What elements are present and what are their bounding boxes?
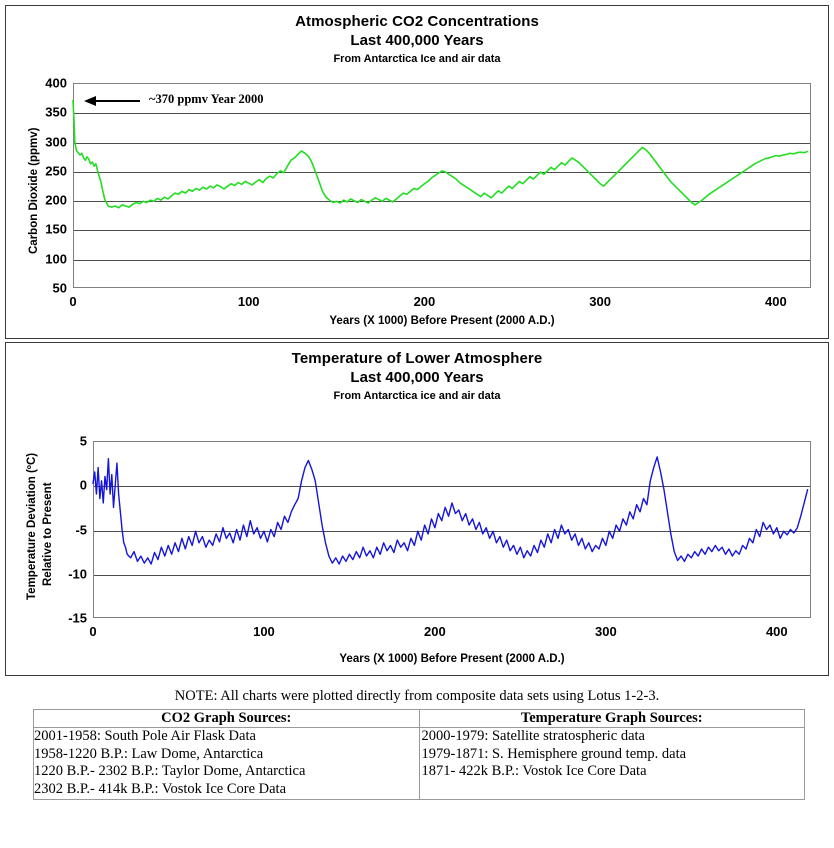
source-line: 1979-1871: S. Hemisphere ground temp. data — [421, 745, 687, 762]
left-arrow-icon — [84, 93, 144, 109]
co2-y-axis-label: Carbon Dioxide (ppmv) — [28, 127, 40, 254]
source-line: 2000-1979: Satellite stratospheric data — [421, 728, 645, 744]
x-tick-label: 100 — [237, 294, 260, 309]
temp-chart-title: Temperature of Lower Atmosphere — [291, 350, 543, 367]
x-tick-label: 300 — [594, 624, 617, 639]
x-tick-label: 400 — [764, 294, 787, 309]
y-tick-label: 5 — [79, 433, 87, 449]
source-line: 1871- 422k B.P.: Vostok Ice Core Data — [421, 763, 647, 780]
series-path — [73, 101, 807, 208]
x-tick-label: 100 — [253, 624, 275, 639]
sources-table — [33, 709, 805, 800]
source-line: 1220 B.P.- 2302 B.P.: Taylor Dome, Antarctica — [34, 763, 306, 780]
temperature-series-line — [93, 441, 811, 618]
x-tick-label: 200 — [424, 624, 446, 639]
co2-chart-subtitle: Last 400,000 Years — [350, 32, 484, 49]
y-tick-label: -10 — [68, 566, 87, 582]
co2-chart-title: Atmospheric CO2 Concentrations — [295, 13, 539, 30]
y-tick-label: -5 — [75, 522, 87, 537]
temperature-x-axis-label: Years (X 1000) Before Present (2000 A.D.) — [339, 653, 565, 665]
y-tick-label: 100 — [45, 251, 67, 267]
y-tick-label: 300 — [45, 134, 67, 150]
temp-title-block — [6, 343, 828, 402]
temperature-y-axis-label-line2: Relative to Present — [42, 482, 54, 586]
source-line: 2001-1958: South Pole Air Flask Data — [34, 728, 256, 744]
series-path — [93, 457, 808, 564]
y-tick-label: 50 — [52, 280, 67, 296]
x-tick-label: 300 — [589, 294, 611, 309]
co2-x-axis-label: Years (X 1000) Before Present (2000 A.D.) — [329, 315, 555, 327]
x-tick-label: 400 — [765, 624, 788, 639]
y-tick-label: 200 — [45, 192, 67, 208]
temp-chart-subtitle: Last 400,000 Years — [350, 369, 484, 386]
y-tick-label: 400 — [45, 75, 67, 91]
y-tick-label: 350 — [45, 104, 67, 120]
source-line: 2302 B.P.- 414k B.P.: Vostok Ice Core Data — [34, 781, 287, 798]
co2-annotation-label: ~370 ppmv Year 2000 — [149, 92, 264, 106]
temp-sources-list — [419, 728, 805, 800]
co2-chart-source-note: From Antarctica Ice and air data — [333, 53, 501, 65]
temperature-y-axis-label: Temperature Deviation (ºC) — [26, 452, 38, 600]
co2-annotation-370ppmv — [84, 92, 334, 110]
chart-note: NOTE: All charts were plotted directly from composite data sets using Lotus 1-2-3. — [174, 688, 660, 704]
temp-chart-source-note: From Antarctica ice and air data — [333, 390, 501, 402]
y-tick-label: 150 — [45, 221, 67, 237]
temp-sources-header: Temperature Graph Sources: — [419, 710, 805, 728]
y-tick-label: 0 — [79, 477, 87, 493]
temperature-plot-area — [93, 441, 811, 618]
x-tick-label: 0 — [89, 624, 97, 639]
source-line: 1958-1220 B.P.: Law Dome, Antarctica — [34, 745, 264, 762]
co2-title-block — [6, 6, 828, 65]
co2-sources-header: CO2 Graph Sources: — [34, 710, 420, 728]
x-tick-label: 200 — [413, 294, 436, 309]
y-tick-label: -15 — [68, 610, 87, 626]
co2-plot-area — [73, 83, 811, 288]
sources-body-row — [34, 728, 805, 800]
x-tick-label: 0 — [69, 294, 77, 309]
co2-series-line — [73, 83, 811, 288]
sources-header-row — [34, 710, 805, 728]
co2-sources-list — [34, 728, 420, 800]
y-tick-label: 250 — [45, 163, 67, 179]
